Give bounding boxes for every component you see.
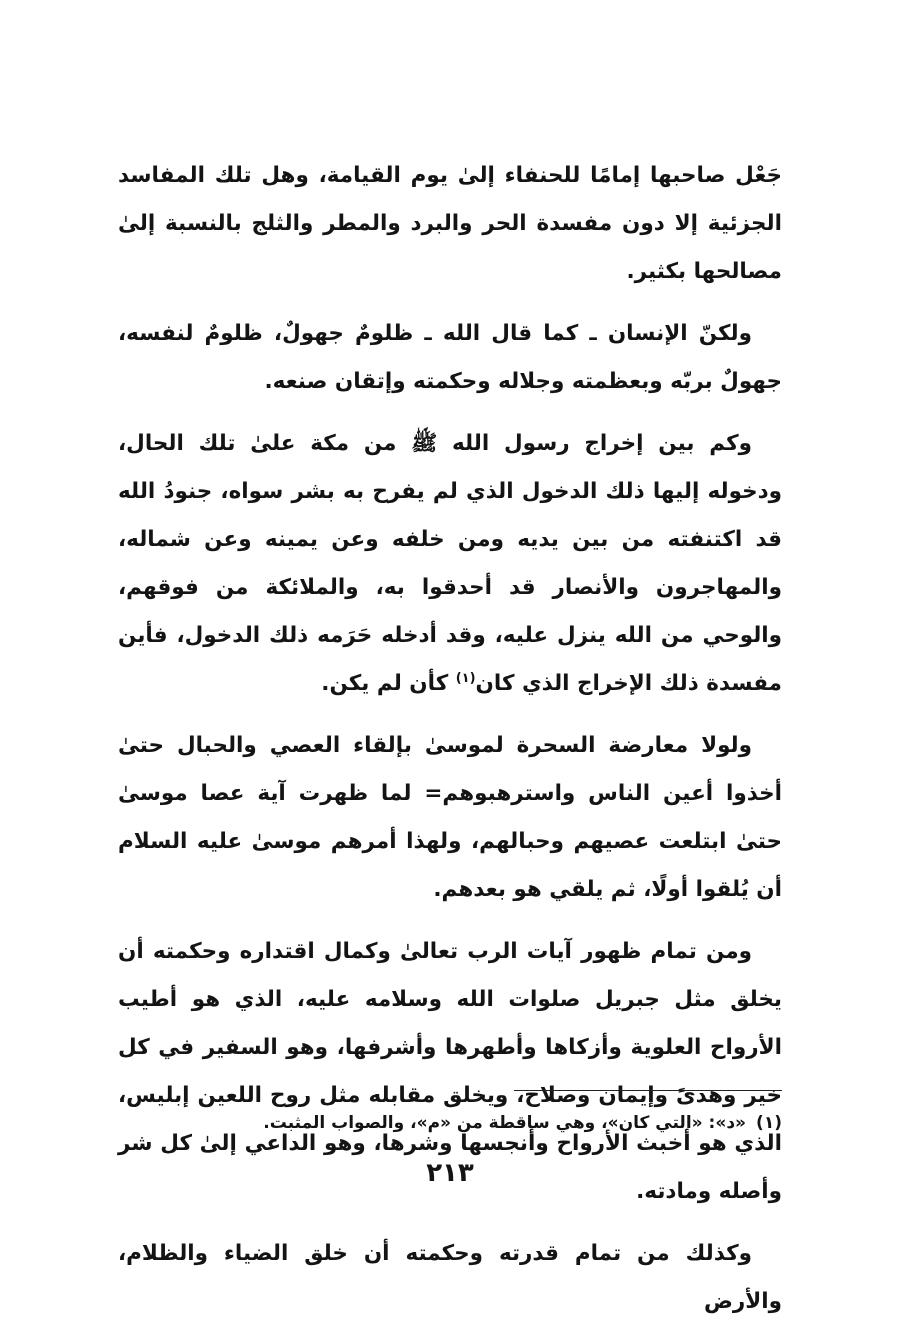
footnote-number: (١) [756, 1113, 782, 1133]
paragraph-3 [118, 420, 782, 708]
footnote-marker[interactable]: (١) [455, 670, 476, 686]
footnote-divider [514, 1090, 782, 1091]
paragraph-3-tail: كأن لم يكن. [321, 671, 456, 696]
paragraph-1: جَعْل صاحبها إمامًا للحنفاء إلىٰ يوم القيامة، وهل تلك المفاسد الجزئية إلا دون مفسدة الحر والبرد والمطر والثلج بالنسبة إلىٰ مصالحها بكثير. [118, 163, 782, 284]
paragraph-3-text: وكم بين إخراج رسول الله ﷺ من مكة علىٰ تلك الحال، ودخوله إليها ذلك الدخول الذي لم يفرح به بشر سواه، جنودُ الله قد اكتنفته من بين يديه ومن خلفه وعن يمينه وعن شماله، والمهاجرون والأنصار قد أحدقوا به، والملائكة من فوقهم، والوحي من الله ينزل عليه، وقد أدخله حَرَمه ذلك الدخول، فأين مفسدة ذلك الإخراج الذي كان [118, 431, 782, 696]
footnote-text: «د»: «التي كان»، وهي ساقطة من «م»، والصواب المثبت. [263, 1113, 747, 1133]
paragraph-2: ولكنّ الإنسان ـ كما قال الله ـ ظلومٌ جهولٌ، ظلومٌ لنفسه، جهولٌ بربّه وبعظمته وجلاله وحكمته وإتقان صنعه. [118, 321, 782, 394]
page-number: ٢١٣ [426, 1158, 474, 1188]
paragraph-5: ومن تمام ظهور آيات الرب تعالىٰ وكمال اقتداره وحكمته أن يخلق مثل جبريل صلوات الله وسلامه عليه، الذي هو أطيب الأرواح العلوية وأزكاها وأطهرها وأشرفها، وهو السفير في كل خير وهدىً وإيمان وصلاح، ويخلق مقابله مثل روح اللعين إبليس، الذي هو أخبث الأرواح وأنجسها وشرها، وهو الداعي إلىٰ كل شر وأصله ومادته. [118, 939, 782, 1204]
footnote [118, 1106, 782, 1140]
paragraph-6: وكذلك من تمام قدرته وحكمته أن خلق الضياء والظلام، والأرض [118, 1241, 782, 1314]
paragraph-4: ولولا معارضة السحرة لموسىٰ بإلقاء العصي والحبال حتىٰ أخذوا أعين الناس واسترهبوهم= لما ظهرت آية عصا موسىٰ حتىٰ ابتلعت عصيهم وحبالهم، ولهذا أمرهم موسىٰ عليه السلام أن يُلقوا أولًا، ثم يلقي هو بعدهم. [118, 733, 782, 902]
